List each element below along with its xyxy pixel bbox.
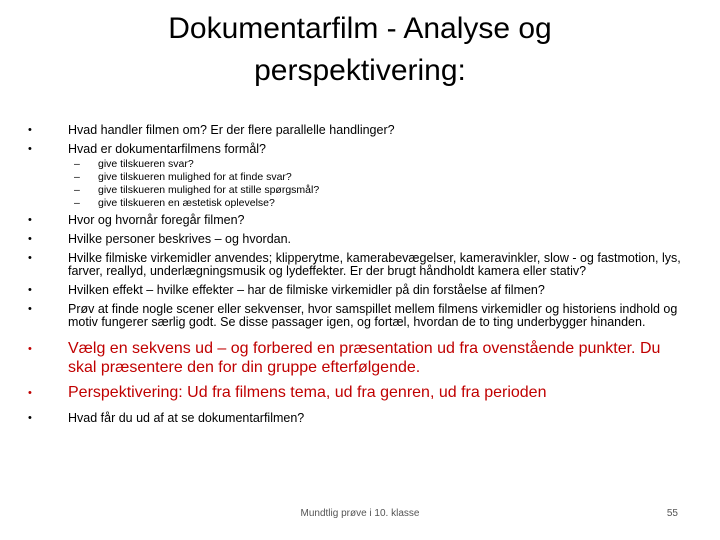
bullet-text: Perspektivering: Ud fra filmens tema, ud fra genren, ud fra perioden bbox=[68, 384, 547, 401]
dash-icon: – bbox=[74, 197, 80, 209]
bullet-text: Hvilke filmiske virkemidler anvendes; klipperytme, kamerabevægelser, kameravinkler, slow - og fastmotion, lys, farver, reallyd, underlægningsmusik og lydeffekter. Er der brugt håndholdt kamera eller stativ? bbox=[68, 251, 681, 278]
bullet-icon: • bbox=[28, 412, 32, 424]
bullet-icon: • bbox=[28, 214, 32, 226]
list-item bbox=[28, 233, 683, 246]
bullet-text: Vælg en sekvens ud – og forbered en præsentation ud fra ovenstående punkter. Du skal præsentere den for din gruppe efterfølgende. bbox=[68, 340, 661, 376]
sub-list-item bbox=[74, 197, 683, 210]
bullet-icon: • bbox=[28, 124, 32, 136]
dash-icon: – bbox=[74, 158, 80, 170]
bullet-icon: • bbox=[28, 387, 32, 399]
sub-item-text: give tilskueren mulighed for at finde svar? bbox=[98, 171, 292, 183]
page-number: 55 bbox=[666, 508, 678, 519]
bullet-icon: • bbox=[28, 284, 32, 296]
bullet-text: Hvad handler filmen om? Er der flere parallelle handlinger? bbox=[68, 123, 395, 137]
list-item bbox=[28, 303, 683, 329]
bullet-icon: • bbox=[28, 303, 32, 315]
sub-list-item bbox=[74, 184, 683, 197]
bullet-list bbox=[28, 214, 683, 425]
slide-title: Dokumentarfilm - Analyse og perspektivering: bbox=[168, 12, 552, 87]
list-item bbox=[28, 214, 683, 227]
slide-content bbox=[28, 124, 683, 425]
bullet-text: Hvilken effekt – hvilke effekter – har de filmiske virkemidler på din forståelse af filmen? bbox=[68, 283, 545, 297]
bullet-icon: • bbox=[28, 143, 32, 155]
sub-item-text: give tilskueren en æstetisk oplevelse? bbox=[98, 197, 275, 209]
bullet-icon: • bbox=[28, 343, 32, 355]
sub-item-text: give tilskueren mulighed for at stille spørgsmål? bbox=[98, 184, 320, 196]
sub-list-item bbox=[74, 158, 683, 171]
bullet-text: Hvad får du ud af at se dokumentarfilmen? bbox=[68, 411, 305, 425]
list-item bbox=[28, 412, 683, 425]
dash-icon: – bbox=[74, 171, 80, 183]
bullet-text: Hvilke personer beskrives – og hvordan. bbox=[68, 232, 292, 246]
list-item-highlight bbox=[28, 339, 683, 377]
slide-footer bbox=[0, 508, 720, 522]
list-item bbox=[28, 284, 683, 297]
list-item bbox=[28, 124, 683, 137]
list-item-highlight bbox=[28, 383, 683, 402]
bullet-text: Prøv at finde nogle scener eller sekvenser, hvor samspillet mellem filmens virkemidler og historiens indhold og motiv fungerer særlig godt. Se disse passager igen, og fortæl, hvordan de to ting underbygger hinanden. bbox=[68, 302, 678, 329]
list-item bbox=[28, 252, 683, 278]
sub-item-text: give tilskueren svar? bbox=[98, 158, 194, 170]
bullet-text: Hvad er dokumentarfilmens formål? bbox=[68, 142, 266, 156]
list-item bbox=[28, 143, 683, 156]
bullet-list bbox=[28, 124, 683, 156]
bullet-icon: • bbox=[28, 252, 32, 264]
dash-icon: – bbox=[74, 184, 80, 196]
sub-list bbox=[74, 158, 683, 210]
bullet-text: Hvor og hvornår foregår filmen? bbox=[68, 213, 245, 227]
sub-list-item bbox=[74, 171, 683, 184]
footer-text: Mundtlig prøve i 10. klasse bbox=[300, 508, 420, 519]
bullet-icon: • bbox=[28, 233, 32, 245]
